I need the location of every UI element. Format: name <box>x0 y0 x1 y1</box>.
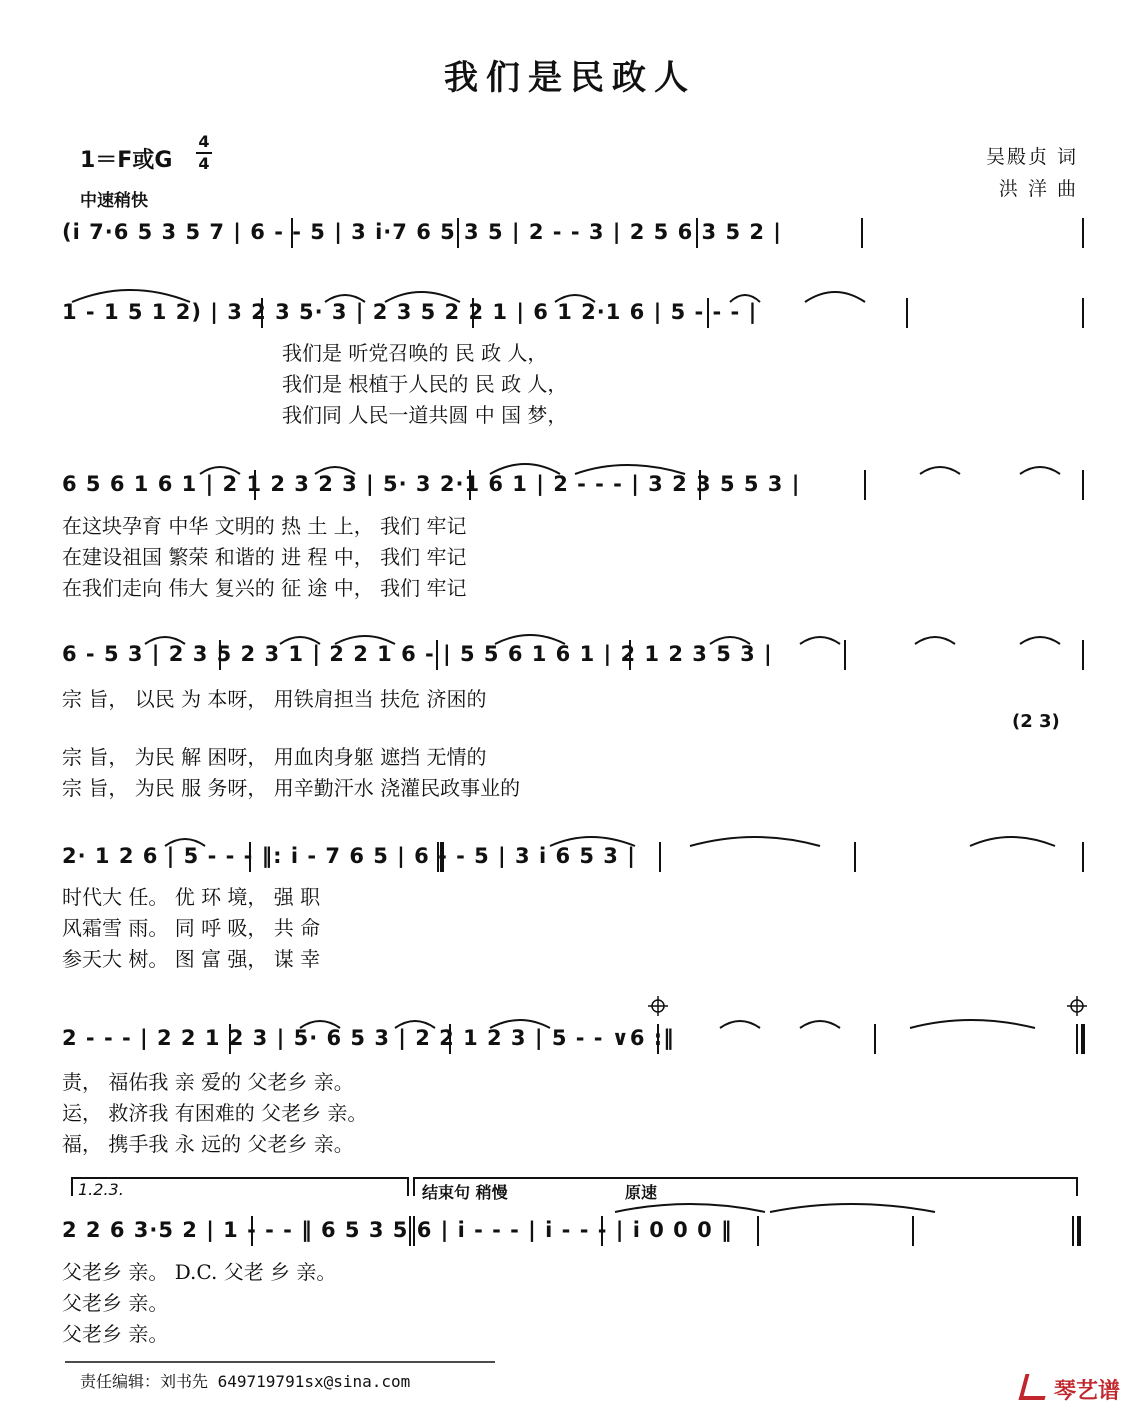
system-5-notes: 2· 1 2 6 | 5 - - - ‖: i - 7 6 5 | 6 - - 5 | 3 i 6 5 3 | <box>62 844 636 868</box>
second-ending-label: 结束句 稍慢 <box>422 1183 508 1202</box>
tempo-return-label: 原速 <box>625 1183 658 1202</box>
system-4-notes: 6 - 5 3 | 2 3 5 2 3 1 | 2 2 1 6 - | 5 5 6 1 6 1 | 2 1 2 3 5 3 | <box>62 642 773 666</box>
system-6-notes: 2 - - - | 2 2 1 2 3 | 5· 6 5 3 | 2 2 1 2 3 | 5 - - ∨6 :‖ <box>62 1026 675 1050</box>
song-title: 我们是民政人 <box>444 58 696 98</box>
system-3-lyric-verse-1: 在这块孕育 中华 文明的 热 土 上， 我们 牢记 <box>62 514 467 538</box>
system-4-lyric-verse-1: 宗 旨， 以民 为 本呀， 用铁肩担当 扶危 济困的 <box>62 687 487 711</box>
logo-text: 琴艺谱 <box>1053 1379 1120 1404</box>
system-4-alt-notes: (2 3) <box>1012 711 1060 732</box>
system-2-lyric-verse-1: 我们是 听党召唤的 民 政 人， <box>282 341 548 365</box>
time-signature-top: 4 <box>198 132 210 151</box>
system-5-lyric-verse-3: 参天大 树。 图 富 强， 谋 幸 <box>62 947 321 971</box>
editor-credit: 责任编辑：刘书先 649719791sx@sina.com <box>80 1372 411 1391</box>
system-3-lyric-verse-3: 在我们走向 伟大 复兴的 征 途 中， 我们 牢记 <box>62 576 467 600</box>
system-3-notes: 6 5 6 1 6 1 | 2 1 2 3 2 3 | 5· 3 2·1 6 1 | 2 - - - | 3 2 3 5 5 3 | <box>62 472 801 496</box>
system-7-lyric-verse-2: 父老乡 亲。 <box>62 1291 169 1315</box>
system-4-lyric-verse-2: 宗 旨， 为民 解 困呀， 用血肉身躯 遮挡 无情的 <box>62 745 487 769</box>
system-5-lyric-verse-1: 时代大 任。 优 环 境， 强 职 <box>62 885 321 909</box>
system-7-lyric-verse-1: 父老乡 亲。 D.C. 父老 乡 亲。 <box>62 1260 337 1284</box>
system-3-lyric-verse-2: 在建设祖国 繁荣 和谐的 进 程 中， 我们 牢记 <box>62 545 467 569</box>
first-ending-label: 1.2.3. <box>78 1180 124 1199</box>
system-2-notes: 1 - 1 5 1 2) | 3 2 3 5· 3 | 2 3 5 2 2 1 | 6 1 2·1 6 | 5 - - - | <box>62 300 758 324</box>
system-6-lyric-verse-3: 福， 携手我 永 远的 父老乡 亲。 <box>62 1132 354 1156</box>
system-1-notes: (i 7·6 5 3 5 7 | 6 - - 5 | 3 i·7 6 5 3 5 | 2 - - 3 | 2 5 6 3 5 2 | <box>62 220 782 244</box>
lyricist-credit: 吴殿贞 词 <box>985 146 1078 168</box>
system-7-lyric-verse-3: 父老乡 亲。 <box>62 1322 169 1346</box>
logo-mark-icon <box>1019 1374 1052 1400</box>
system-7-notes: 2 2 6 3·5 2 | 1 - - - ‖ 6 5 3 5 6 | i - - - | i - - - | i 0 0 0 ‖ <box>62 1218 733 1242</box>
tempo-marking: 中速稍快 <box>80 191 148 211</box>
system-2-lyric-verse-2: 我们是 根植于人民的 民 政 人， <box>282 372 568 396</box>
system-6-lyric-verse-1: 责， 福佑我 亲 爱的 父老乡 亲。 <box>62 1070 354 1094</box>
time-signature-bottom: 4 <box>198 154 210 173</box>
site-logo <box>1022 1374 1120 1405</box>
system-5-lyric-verse-2: 风霜雪 雨。 同 呼 吸， 共 命 <box>62 916 321 940</box>
system-6-lyric-verse-2: 运， 救济我 有困难的 父老乡 亲。 <box>62 1101 368 1125</box>
system-2-lyric-verse-3: 我们同 人民一道共圆 中 国 梦， <box>282 403 568 427</box>
composer-credit: 洪 洋 曲 <box>998 178 1078 200</box>
system-4-lyric-verse-3: 宗 旨， 为民 服 务呀， 用辛勤汗水 浇灌民政事业的 <box>62 776 521 800</box>
key-signature: 1＝F或G <box>80 148 173 173</box>
